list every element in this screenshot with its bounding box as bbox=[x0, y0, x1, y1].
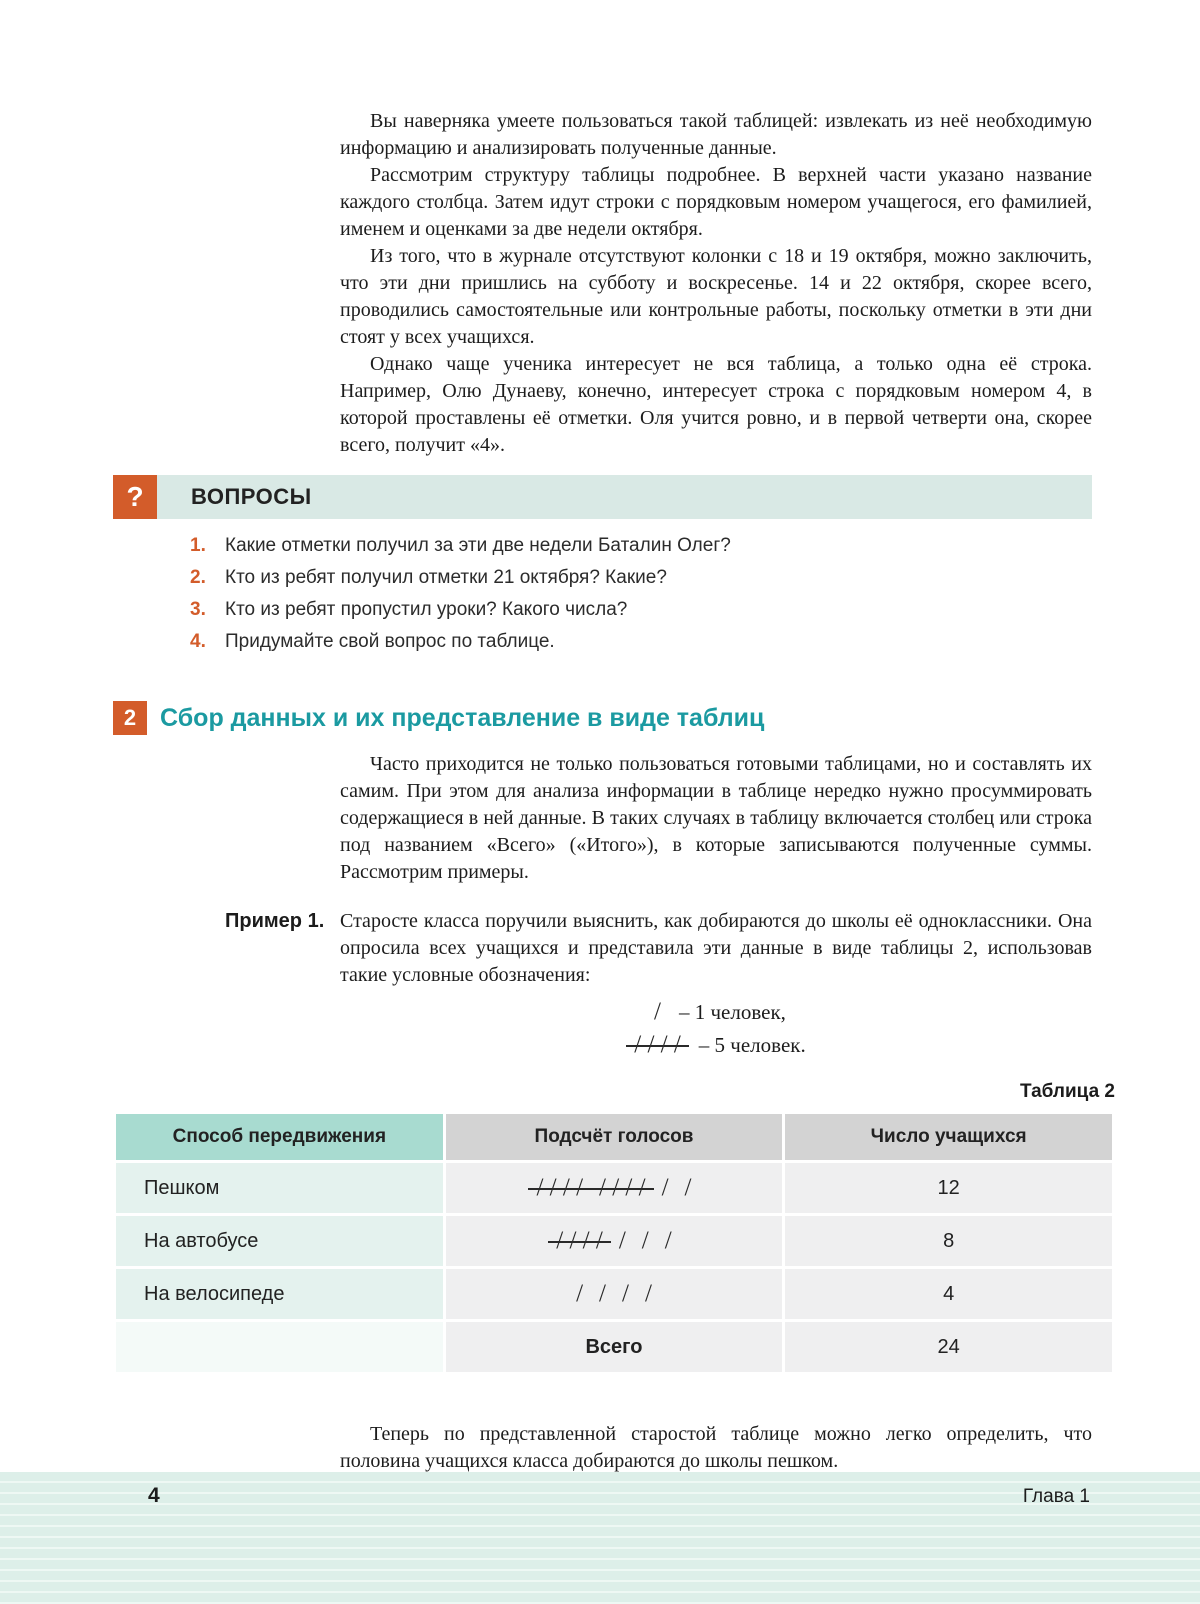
chapter-label: Глава 1 bbox=[1022, 1486, 1090, 1507]
tally-cell: / / / / / / / bbox=[446, 1216, 783, 1266]
section-number-badge: 2 bbox=[113, 701, 147, 735]
question-text: Кто из ребят пропустил уроки? Какого числа? bbox=[225, 599, 628, 620]
question-item bbox=[190, 535, 1115, 567]
total-value-cell: 24 bbox=[785, 1322, 1112, 1372]
page-footer bbox=[0, 1472, 1200, 1604]
question-text: Кто из ребят получил отметки 21 октября? Какие? bbox=[225, 567, 667, 588]
intro-paragraph: Вы наверняка умеете пользоваться такой таблицей: извлекать из неё необходимую информацию и анализировать полученные данные. bbox=[340, 110, 1092, 159]
page-number: 4 bbox=[148, 1484, 160, 1507]
footer-row bbox=[0, 1472, 1200, 1508]
count-cell: 4 bbox=[785, 1269, 1112, 1319]
intro-paragraph: Однако чаще ученика интересует не вся таблица, а только одна её строка. Например, Олю Дунаеву, конечно, интересует строка с порядковым номером 4, в которой проставлены её отметки. Оля учится ровно, и в первой четверти она, скорее всего, получит «4». bbox=[340, 353, 1092, 456]
tally-marks: / / / / bbox=[634, 1031, 681, 1058]
section-heading bbox=[113, 701, 1115, 735]
question-item bbox=[190, 599, 1115, 631]
total-label-cell: Всего bbox=[446, 1322, 783, 1372]
question-text: Какие отметки получил за эти две недели Баталин Олег? bbox=[225, 535, 731, 556]
intro-paragraph: Из того, что в журнале отсутствуют колонки с 18 и 19 октября, можно заключить, что эти дни пришлись на субботу и воскресенье. 14 и 22 октября, скорее всего, проводились самостоятельные или контрольные работы, поскольку отметки в эти дни стоят у всех учащихся. bbox=[340, 245, 1092, 348]
questions-list bbox=[113, 535, 1115, 663]
column-header-count: Число учащихся bbox=[785, 1114, 1112, 1160]
question-number: 2. bbox=[190, 567, 206, 588]
table-row bbox=[116, 1163, 1112, 1213]
legend-line bbox=[340, 999, 1092, 1032]
method-cell: На велосипеде bbox=[116, 1269, 443, 1319]
question-item bbox=[190, 631, 1115, 663]
question-number: 4. bbox=[190, 631, 206, 652]
example-block bbox=[113, 908, 1115, 989]
tally-cell: / / / / / / / / / / bbox=[446, 1163, 783, 1213]
example-text: Старосте класса поручили выяснить, как добираются до школы её одноклассники. Она опросила всех учащихся и представила эти данные в виде таблицы 2, использовав такие условные обозначения: bbox=[340, 910, 1092, 986]
questions-banner bbox=[113, 475, 1092, 519]
table-row bbox=[116, 1216, 1112, 1266]
section-title: Сбор данных и их представление в виде таблиц bbox=[160, 703, 765, 732]
empty-cell bbox=[116, 1322, 443, 1372]
section-paragraph: Часто приходится не только пользоваться готовыми таблицами, но и составлять их самим. При этом для анализа информации в таблице нередко нужно просуммировать содержащиеся в ней данные. В таких случаях в таблицу включается столбец или строка под названием «Всего» («Итого»), в которые записываются полученные суммы. Рассмотрим примеры. bbox=[340, 753, 1092, 883]
tally-marks: / bbox=[654, 998, 661, 1025]
method-cell: Пешком bbox=[116, 1163, 443, 1213]
question-mark-icon: ? bbox=[113, 475, 157, 519]
question-item bbox=[190, 567, 1115, 599]
legend-line bbox=[340, 1032, 1092, 1065]
question-text: Придумайте свой вопрос по таблице. bbox=[225, 631, 555, 652]
example-label: Пример 1. bbox=[225, 910, 325, 932]
table-row bbox=[116, 1269, 1112, 1319]
legend-meaning: – 5 человек. bbox=[698, 1033, 806, 1057]
intro-paragraph: Рассмотрим структуру таблицы подробнее. В верхней части указано название каждого столбца. Затем идут строки с порядковым номером учащегося, его фамилией, именем и оценками за две недели октября. bbox=[340, 164, 1092, 240]
method-cell: На автобусе bbox=[116, 1216, 443, 1266]
count-cell: 8 bbox=[785, 1216, 1112, 1266]
column-header-tally: Подсчёт голосов bbox=[446, 1114, 783, 1160]
table-caption: Таблица 2 bbox=[1019, 1081, 1115, 1102]
column-header-method: Способ передвижения bbox=[116, 1114, 443, 1160]
question-number: 3. bbox=[190, 599, 206, 620]
tally-legend bbox=[340, 999, 1092, 1065]
closing-paragraph: Теперь по представленной старостой таблице можно легко определить, что половина учащихся класса добираются до школы пешком. bbox=[340, 1423, 1092, 1472]
legend-meaning: – 1 человек, bbox=[679, 1000, 786, 1024]
transport-table bbox=[113, 1111, 1115, 1375]
tally-cell: / / / / bbox=[446, 1269, 783, 1319]
question-number: 1. bbox=[190, 535, 206, 556]
table-total-row bbox=[116, 1322, 1112, 1372]
table-header-row bbox=[116, 1114, 1112, 1160]
count-cell: 12 bbox=[785, 1163, 1112, 1213]
questions-title: ВОПРОСЫ bbox=[191, 484, 312, 509]
